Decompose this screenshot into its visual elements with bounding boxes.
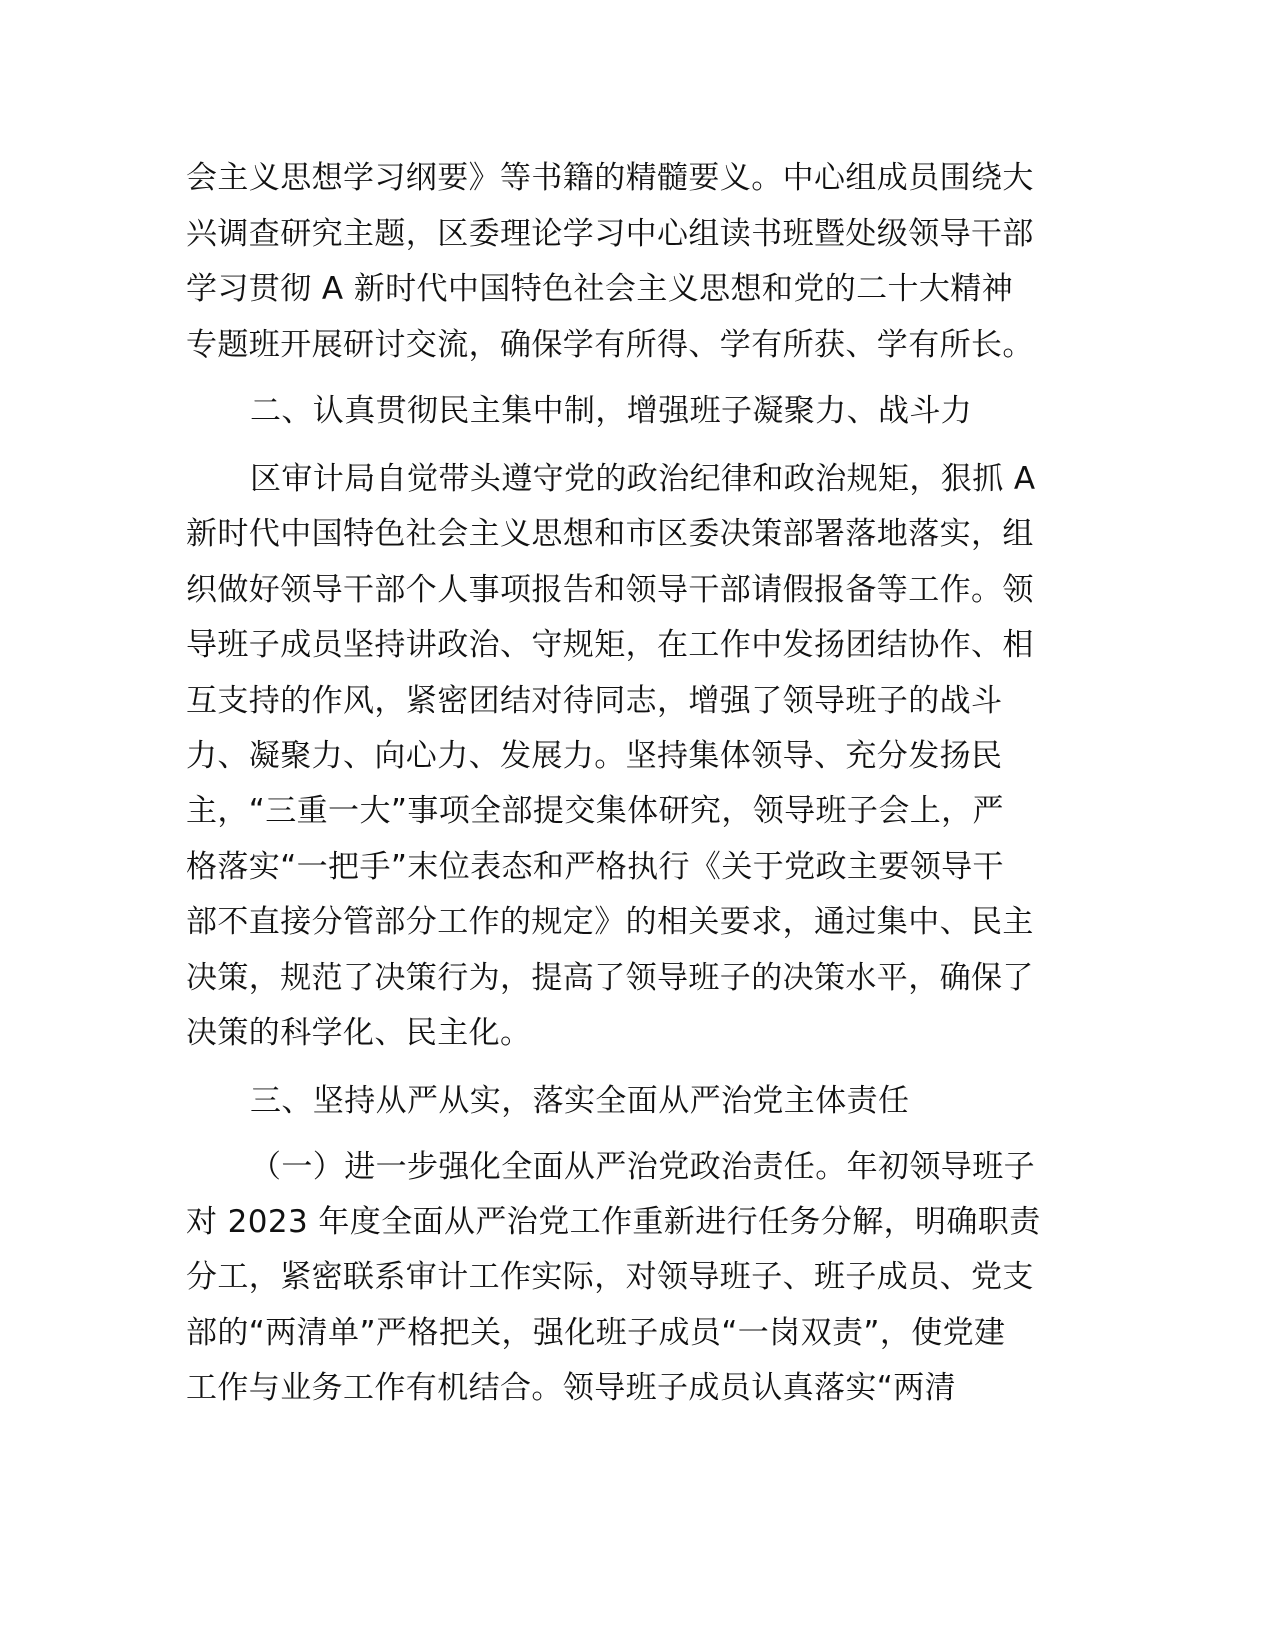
- paragraph-line: 区审计局自觉带头遵守党的政治纪律和政治规矩，狠抓 A: [250, 461, 1036, 497]
- paragraph-line: 部的“两清单”严格把关，强化班子成员“一岗双责”，使党建: [186, 1315, 1006, 1351]
- paragraph-line: 导班子成员坚持讲政治、守规矩，在工作中发扬团结协作、相: [186, 627, 1034, 663]
- paragraph-line: 兴调查研究主题，区委理论学习中心组读书班暨处级领导干部: [186, 216, 1034, 252]
- paragraph-line: 主，“三重一大”事项全部提交集体研究，领导班子会上，严: [186, 793, 1004, 829]
- paragraph-line: 决策的科学化、民主化。: [186, 1015, 532, 1051]
- paragraph-line: 专题班开展研讨交流，确保学有所得、学有所获、学有所长。: [186, 327, 1034, 363]
- paragraph-line: 格落实“一把手”末位表态和严格执行《关于党政主要领导干: [186, 849, 1004, 885]
- paragraph-line: 新时代中国特色社会主义思想和市区委决策部署落地落实，组: [186, 516, 1034, 552]
- paragraph-line: 织做好领导干部个人事项报告和领导干部请假报备等工作。领: [186, 572, 1034, 608]
- paragraph-line: 决策，规范了决策行为，提高了领导班子的决策水平，确保了: [186, 960, 1034, 996]
- paragraph-line: 分工，紧密联系审计工作实际，对领导班子、班子成员、党支: [186, 1259, 1034, 1295]
- paragraph-line: 力、凝聚力、向心力、发展力。坚持集体领导、充分发扬民: [186, 738, 1003, 774]
- section-heading: 三、坚持从严从实，落实全面从严治党主体责任: [250, 1083, 910, 1119]
- paragraph-line: 互支持的作风，紧密团结对待同志，增强了领导班子的战斗: [186, 683, 1003, 719]
- paragraph-line: （一）进一步强化全面从严治党政治责任。年初领导班子: [250, 1149, 1035, 1185]
- paragraph-line: 工作与业务工作有机结合。领导班子成员认真落实“两清: [186, 1370, 957, 1406]
- paragraph-line: 会主义思想学习纲要》等书籍的精髓要义。中心组成员围绕大: [186, 160, 1034, 196]
- section-heading: 二、认真贯彻民主集中制，增强班子凝聚力、战斗力: [250, 393, 973, 429]
- paragraph-line: 对 2023 年度全面从严治党工作重新进行任务分解，明确职责: [186, 1204, 1041, 1240]
- paragraph-line: 学习贯彻 A 新时代中国特色社会主义思想和党的二十大精神: [186, 271, 1014, 307]
- paragraph-line: 部不直接分管部分工作的规定》的相关要求，通过集中、民主: [186, 904, 1034, 940]
